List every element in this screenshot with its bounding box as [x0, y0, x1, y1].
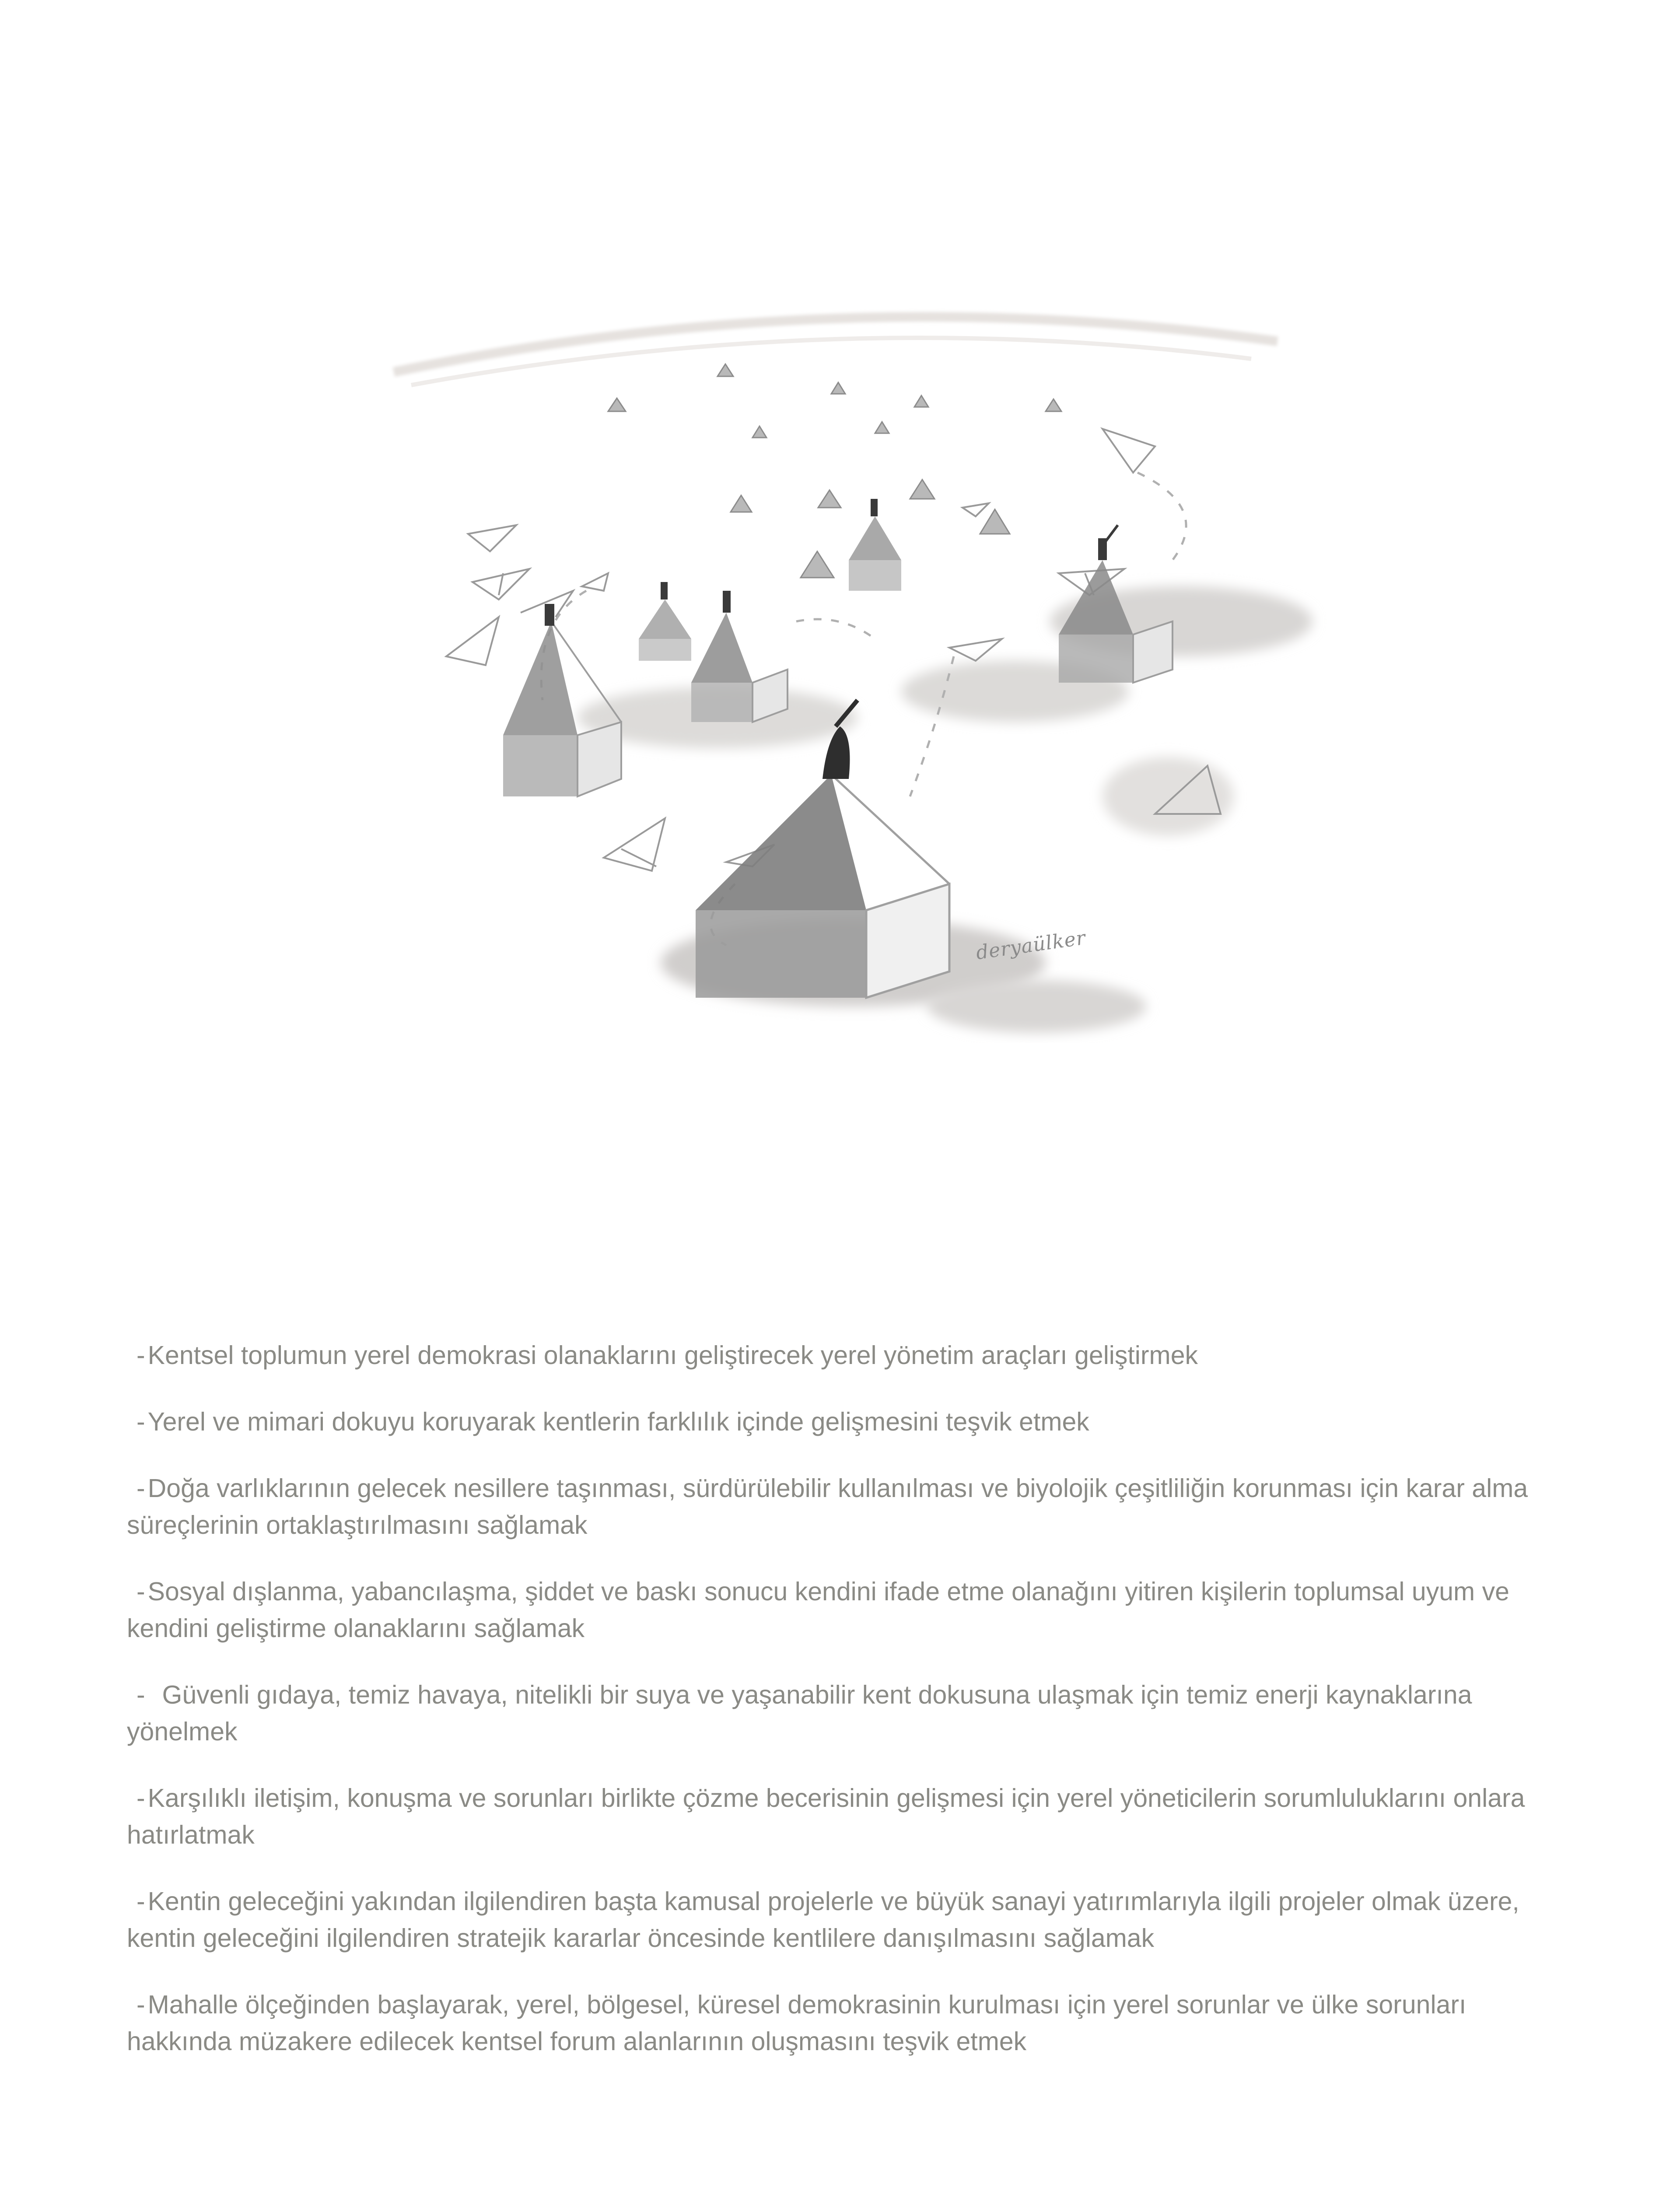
- list-item: [127, 1883, 1562, 1957]
- bullet-list: [127, 1337, 1562, 2090]
- list-item: [127, 1780, 1562, 1853]
- list-item: [127, 1986, 1562, 2060]
- list-item: [127, 1573, 1562, 1647]
- list-item-text: Mahalle ölçeğinden başlayarak, yerel, bölgesel, küresel demokrasinin kurulması için yerel sorunlar ve ülke sorunları hakkında müzakere edilecek kentsel forum alanlarının oluşmasını teşvik etmek: [127, 1990, 1466, 2056]
- watercolor-illustration: [359, 228, 1339, 1050]
- artist-signature: deryaülker: [974, 926, 1087, 964]
- list-item-text: Yerel ve mimari dokuyu koruyarak kentlerin farklılık içinde gelişmesini teşvik etmek: [147, 1407, 1089, 1436]
- list-item-text: Kentin geleceğini yakından ilgilendiren başta kamusal projelerle ve büyük sanayi yatırımlarıyla ilgili projeler olmak üzere, kentin geleceğini ilgilendiren stratejik kararlar öncesinde kentlilere danışılmasını sağlamak: [127, 1887, 1519, 1953]
- list-item: [127, 1470, 1562, 1543]
- dash-marker: -: [136, 1341, 145, 1370]
- dash-marker: -: [136, 1784, 145, 1813]
- list-item: [127, 1337, 1562, 1374]
- dash-marker: -: [136, 1474, 145, 1503]
- list-item-text: Kentsel toplumun yerel demokrasi olanaklarını geliştirecek yerel yönetim araçları geliştirmek: [147, 1341, 1198, 1370]
- houses-paper-planes-icon: [359, 228, 1339, 1050]
- list-item: [127, 1403, 1562, 1440]
- dash-marker: -: [136, 1577, 145, 1606]
- dash-marker: -: [136, 1990, 145, 2019]
- list-item-text: Karşılıklı iletişim, konuşma ve sorunları birlikte çözme becerisinin gelişmesi için yerel yöneticilerin sorumluluklarını onlara hatırlatmak: [127, 1784, 1525, 1849]
- dash-marker: -: [136, 1887, 145, 1916]
- dash-marker: -: [136, 1407, 145, 1436]
- list-item-text: Güvenli gıdaya, temiz havaya, nitelikli bir suya ve yaşanabilir kent dokusuna ulaşmak için temiz enerji kaynaklarına yönelmek: [127, 1680, 1479, 1746]
- list-item-text: Doğa varlıklarının gelecek nesillere taşınması, sürdürülebilir kullanılması ve biyolojik çeşitliliğin korunması için karar alma süreçlerinin ortaklaştırılmasını sağlamak: [127, 1474, 1528, 1539]
- list-item-text: Sosyal dışlanma, yabancılaşma, şiddet ve baskı sonucu kendini ifade etme olanağını yitiren kişilerin toplumsal uyum ve kendini geliştirme olanaklarını sağlamak: [127, 1577, 1509, 1643]
- list-item: [127, 1676, 1562, 1750]
- dash-marker: -: [136, 1680, 145, 1709]
